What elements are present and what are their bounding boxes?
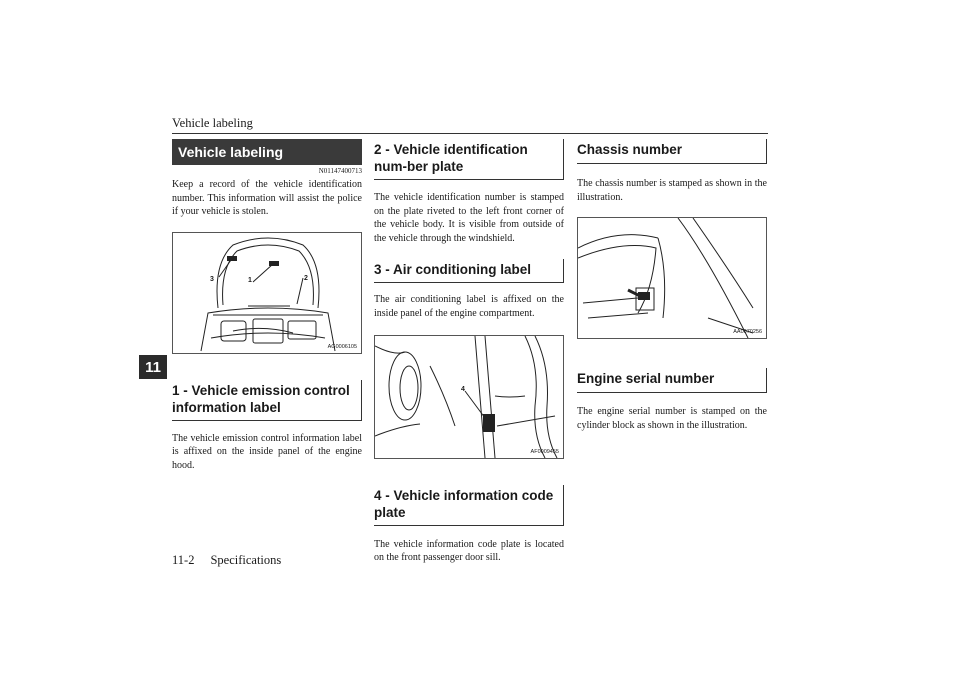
- chassis-number-text: The chassis number is stamped as shown in the illustration.: [577, 178, 767, 203]
- section-heading-info-code-plate: 4 - Vehicle information code plate: [374, 485, 564, 526]
- emission-label-text: The vehicle emission control information label is affixed on the inside panel of the engine hood.: [172, 432, 362, 471]
- ac-label-text: The air conditioning label is affixed on the inside panel of the engine compartment.: [374, 294, 564, 319]
- running-title: Vehicle labeling: [172, 116, 253, 130]
- figure-code: AA0070256: [733, 329, 762, 336]
- engine-serial-text: The engine serial number is stamped on the cylinder block as shown in the illustration.: [577, 406, 767, 431]
- column-3: [577, 139, 767, 432]
- engine-bay-drawing: [173, 233, 362, 353]
- figure-code: AG0006105: [327, 343, 357, 350]
- footer-section: Specifications: [210, 553, 282, 567]
- engine-bay-illustration: [172, 232, 362, 354]
- header-rule: [172, 133, 768, 134]
- door-sill-illustration: [374, 335, 564, 459]
- chapter-tab: 11: [139, 355, 167, 379]
- callout-2: 2: [304, 274, 308, 282]
- section-heading-ac-label: 3 - Air conditioning label: [374, 259, 564, 283]
- page-number: 11-2: [172, 553, 195, 567]
- page-footer: [172, 553, 281, 568]
- info-code-plate-text: The vehicle information code plate is located on the front passenger door sill.: [374, 538, 564, 564]
- section-heading-engine-serial: Engine serial number: [577, 368, 767, 393]
- document-code: N01147400713: [318, 167, 362, 175]
- intro-text: Keep a record of the vehicle identification number. This information will assist the police if your vehicle is stolen.: [172, 179, 362, 218]
- chassis-illustration: [577, 217, 767, 339]
- section-heading-chassis-number: Chassis number: [577, 139, 767, 164]
- vin-plate-text: The vehicle identification number is stamped on the plate riveted to the left front corner of the vehicle body. It is visible from outside of the vehicle through the windshield.: [374, 192, 564, 244]
- callout-1: 1: [248, 276, 252, 284]
- section-heading-emission-label: 1 - Vehicle emission control information label: [172, 380, 362, 421]
- door-sill-drawing: [375, 336, 564, 458]
- column-1: [172, 139, 362, 473]
- callout-3: 3: [210, 275, 214, 283]
- chassis-drawing: [578, 218, 767, 338]
- section-heading-vin-plate: 2 - Vehicle identification num-ber plate: [374, 139, 564, 180]
- column-2: [374, 139, 564, 565]
- callout-4: 4: [461, 385, 465, 393]
- figure-code: AF0009455: [530, 448, 559, 455]
- section-heading-vehicle-labeling: Vehicle labeling: [172, 139, 362, 165]
